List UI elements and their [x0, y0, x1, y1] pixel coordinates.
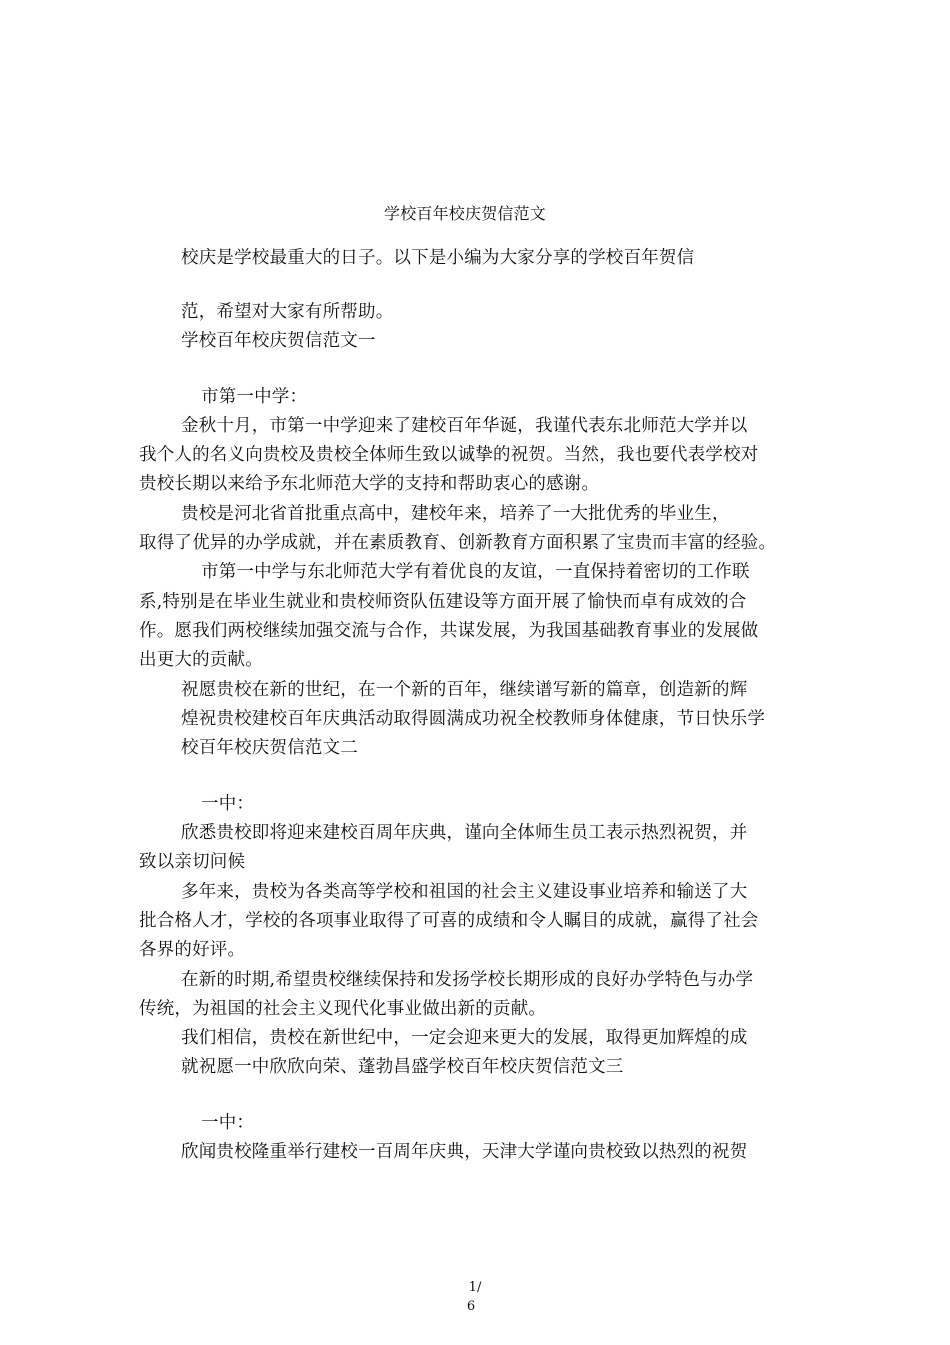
text-line: 贵校长期以来给予东北师范大学的支持和帮助衷心的感谢。: [139, 474, 600, 494]
salutation: 市第一中学：: [201, 387, 308, 407]
text-line: 煌祝贵校建校百年庆典活动取得圆满成功祝全校教师身体健康，节日快乐学: [181, 709, 766, 729]
text-line: 校百年校庆贺信范文二: [181, 738, 358, 758]
text-line: 作。愿我们两校继续加强交流与合作，共谋发展，为我国基础教育事业的发展做: [139, 621, 759, 641]
text-line: 金秋十月，市第一中学迎来了建校百年华诞，我谨代表东北师范大学并以: [181, 416, 748, 436]
text-line: 校庆是学校最重大的日子。以下是小编为大家分享的学校百年贺信: [181, 248, 695, 268]
text-line: 欣悉贵校即将迎来建校百周年庆典，谨向全体师生员工表示热烈祝贺，并: [181, 823, 748, 843]
text-line: 在新的时期,希望贵校继续保持和发扬学校长期形成的良好办学特色与办学: [181, 970, 754, 990]
text-line: 祝愿贵校在新的世纪，在一个新的百年，继续谱写新的篇章，创造新的辉: [181, 680, 748, 700]
document-title: 学校百年校庆贺信范文: [384, 204, 547, 223]
text-line: 出更大的贡献。: [139, 650, 263, 670]
section-heading: 学校百年校庆贺信范文一: [181, 331, 376, 351]
text-line: 市第一中学与东北师范大学有着优良的友谊，一直保持着密切的工作联: [201, 562, 750, 582]
salutation: 一中：: [201, 1113, 255, 1133]
page-number-current: 1/: [468, 1280, 482, 1295]
salutation: 一中：: [201, 794, 255, 814]
text-line: 贵校是河北省首批重点高中，建校年来，培养了一大批优秀的毕业生，: [181, 504, 730, 524]
page-number-total: 6: [466, 1299, 476, 1314]
text-line: 各界的好评。: [139, 940, 246, 960]
text-line: 范，希望对大家有所帮助。: [181, 302, 394, 322]
text-line: 我们相信，贵校在新世纪中，一定会迎来更大的发展，取得更加辉煌的成: [181, 1028, 748, 1048]
text-line: 欣闻贵校隆重举行建校一百周年庆典，天津大学谨向贵校致以热烈的祝贺: [181, 1142, 748, 1162]
text-line: 取得了优异的办学成就，并在素质教育、创新教育方面积累了宝贵而丰富的经验。: [139, 533, 777, 553]
text-line: 我个人的名义向贵校及贵校全体师生致以诚挚的祝贺。当然，我也要代表学校对: [139, 445, 759, 465]
text-line: 致以亲切问候: [139, 852, 246, 872]
text-line: 就祝愿一中欣欣向荣、蓬勃昌盛学校百年校庆贺信范文三: [181, 1057, 624, 1077]
text-line: 多年来，贵校为各类高等学校和祖国的社会主义建设事业培养和输送了大: [181, 882, 748, 902]
text-line: 批合格人才，学校的各项事业取得了可喜的成绩和令人瞩目的成就，赢得了社会: [139, 911, 759, 931]
text-line: 系,特别是在毕业生就业和贵校师资队伍建设等方面开展了愉快而卓有成效的合: [139, 592, 747, 612]
text-line: 传统，为祖国的社会主义现代化事业做出新的贡献。: [139, 999, 547, 1019]
